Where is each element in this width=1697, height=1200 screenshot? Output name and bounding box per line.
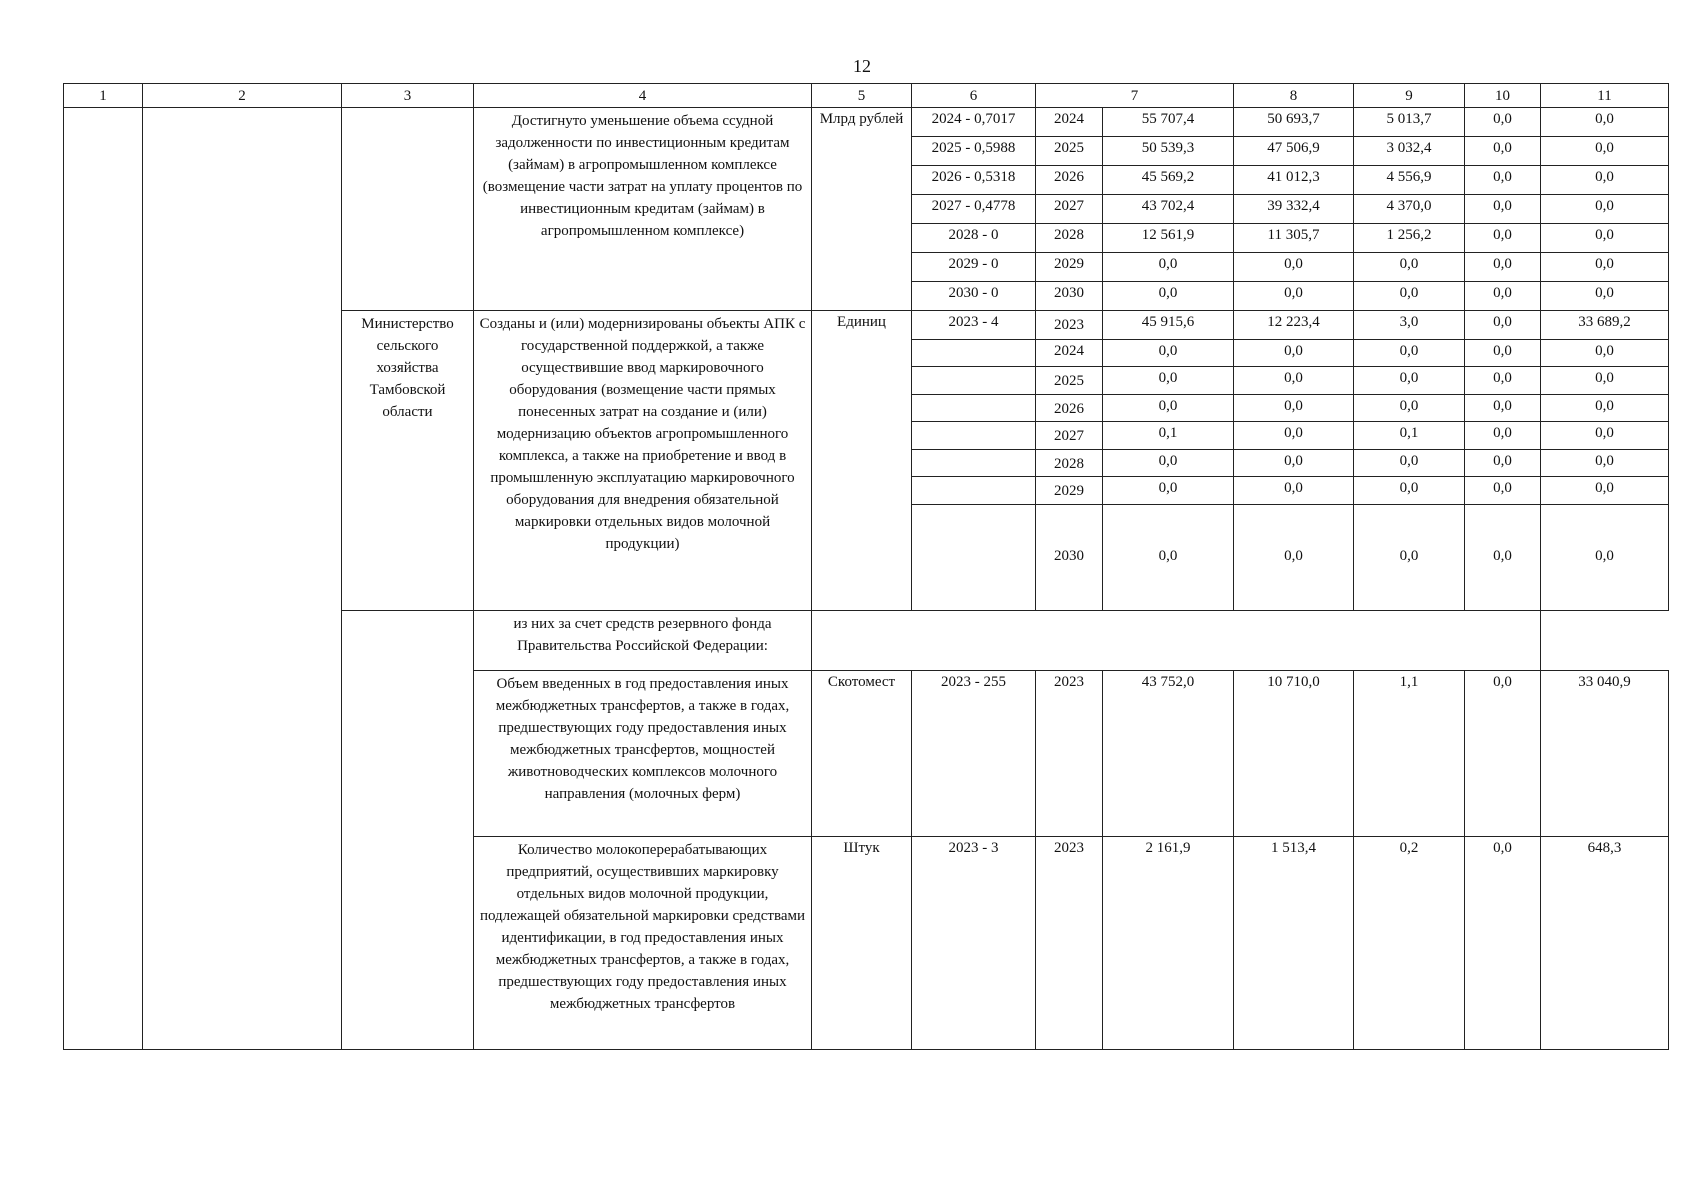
year-cell: 2027 <box>1036 195 1103 224</box>
year-cell: 2023 <box>1036 670 1103 836</box>
indicator-description: Объем введенных в год предоставления иных межбюджетных трансфертов, а также в годах, предшествующих году предоставления иных межбюджетных трансфертов, мощностей животноводческих комплексов молочного направления (молочных ферм) <box>474 670 812 836</box>
target-cell <box>912 422 1036 450</box>
indicator-description: Достигнуто уменьшение объема ссудной задолженности по инвестиционным кредитам (займам) в агропромышленном комплексе (возмещение части затрат на уплату процентов по инвестиционным кредитам (займам) в агропромышленном комплексе) <box>474 108 812 311</box>
value-cell: 5 013,7 <box>1354 108 1465 137</box>
value-cell: 0,0 <box>1234 422 1354 450</box>
year-cell: 2030 <box>1036 282 1103 311</box>
value-cell: 33 689,2 <box>1541 311 1669 340</box>
value-cell: 0,0 <box>1465 477 1541 505</box>
target-cell: 2024 - 0,7017 <box>912 108 1036 137</box>
value-cell: 0,0 <box>1354 253 1465 282</box>
value-cell: 0,0 <box>1234 394 1354 422</box>
value-cell: 0,0 <box>1541 422 1669 450</box>
year-cell: 2023 <box>1036 311 1103 340</box>
page-number: 12 <box>853 56 871 76</box>
column-3-cell <box>342 610 474 1049</box>
empty-merged-cell <box>812 610 1541 670</box>
header-cell: 8 <box>1234 84 1354 108</box>
value-cell: 0,0 <box>1354 504 1465 610</box>
year-cell: 2023 <box>1036 836 1103 1049</box>
target-cell: 2023 - 3 <box>912 836 1036 1049</box>
value-cell: 0,0 <box>1465 282 1541 311</box>
value-cell: 0,2 <box>1354 836 1465 1049</box>
value-cell: 0,0 <box>1354 477 1465 505</box>
value-cell: 1 256,2 <box>1354 224 1465 253</box>
target-cell <box>912 340 1036 367</box>
column-2-cell <box>143 108 342 1050</box>
value-cell: 0,0 <box>1541 504 1669 610</box>
value-cell: 0,0 <box>1465 670 1541 836</box>
header-row <box>64 84 1669 108</box>
target-cell: 2026 - 0,5318 <box>912 166 1036 195</box>
target-cell <box>912 367 1036 395</box>
target-cell <box>912 394 1036 422</box>
value-cell: 0,0 <box>1234 253 1354 282</box>
value-cell: 0,0 <box>1465 836 1541 1049</box>
header-cell: 5 <box>812 84 912 108</box>
value-cell: 55 707,4 <box>1103 108 1234 137</box>
value-cell: 648,3 <box>1541 836 1669 1049</box>
year-cell: 2029 <box>1036 477 1103 505</box>
value-cell: 11 305,7 <box>1234 224 1354 253</box>
value-cell: 0,0 <box>1354 282 1465 311</box>
program-table <box>63 83 1669 1050</box>
value-cell: 47 506,9 <box>1234 137 1354 166</box>
value-cell: 39 332,4 <box>1234 195 1354 224</box>
value-cell: 43 752,0 <box>1103 670 1234 836</box>
value-cell: 0,0 <box>1541 224 1669 253</box>
target-cell: 2023 - 255 <box>912 670 1036 836</box>
value-cell: 0,0 <box>1541 195 1669 224</box>
value-cell: 0,0 <box>1541 340 1669 367</box>
value-cell: 1 513,4 <box>1234 836 1354 1049</box>
value-cell: 1,1 <box>1354 670 1465 836</box>
value-cell: 0,0 <box>1465 504 1541 610</box>
unit-cell: Млрд рублей <box>812 108 912 311</box>
value-cell: 43 702,4 <box>1103 195 1234 224</box>
value-cell: 0,0 <box>1465 195 1541 224</box>
unit-cell: Штук <box>812 836 912 1049</box>
target-cell: 2027 - 0,4778 <box>912 195 1036 224</box>
year-cell: 2024 <box>1036 340 1103 367</box>
indicator-description: Созданы и (или) модернизированы объекты АПК с государственной поддержкой, а также осуществившие ввод маркировочного оборудования (возмещение части прямых понесенных затрат на создание и (или) модернизацию объектов агропромышленного комплекса, а также на приобретение и ввод в промышленную эксплуатацию маркировочного оборудования для внедрения обязательной маркировки отдельных видов молочной продукции) <box>474 311 812 611</box>
value-cell: 0,0 <box>1465 166 1541 195</box>
header-cell: 7 <box>1036 84 1234 108</box>
year-cell: 2026 <box>1036 166 1103 195</box>
header-cell: 10 <box>1465 84 1541 108</box>
value-cell: 0,0 <box>1103 367 1234 395</box>
value-cell: 41 012,3 <box>1234 166 1354 195</box>
value-cell: 45 569,2 <box>1103 166 1234 195</box>
value-cell: 0,1 <box>1354 422 1465 450</box>
value-cell: 0,0 <box>1103 477 1234 505</box>
year-cell: 2025 <box>1036 367 1103 395</box>
value-cell: 0,0 <box>1541 166 1669 195</box>
unit-cell: Единиц <box>812 311 912 611</box>
value-cell: 0,0 <box>1541 449 1669 477</box>
value-cell: 0,0 <box>1465 340 1541 367</box>
ministry-cell: Министерство сельского хозяйства Тамбовской области <box>342 311 474 611</box>
value-cell: 10 710,0 <box>1234 670 1354 836</box>
target-cell <box>912 449 1036 477</box>
year-cell: 2025 <box>1036 137 1103 166</box>
value-cell: 50 539,3 <box>1103 137 1234 166</box>
value-cell: 0,0 <box>1465 449 1541 477</box>
value-cell: 12 561,9 <box>1103 224 1234 253</box>
header-cell: 3 <box>342 84 474 108</box>
header-cell: 1 <box>64 84 143 108</box>
column-3-cell <box>342 108 474 311</box>
value-cell: 0,0 <box>1234 504 1354 610</box>
value-cell: 50 693,7 <box>1234 108 1354 137</box>
value-cell: 0,0 <box>1354 340 1465 367</box>
value-cell: 3,0 <box>1354 311 1465 340</box>
year-cell: 2028 <box>1036 224 1103 253</box>
target-cell: 2030 - 0 <box>912 282 1036 311</box>
value-cell: 33 040,9 <box>1541 670 1669 836</box>
year-cell: 2027 <box>1036 422 1103 450</box>
value-cell: 0,0 <box>1465 422 1541 450</box>
header-cell: 11 <box>1541 84 1669 108</box>
value-cell: 0,0 <box>1465 137 1541 166</box>
year-cell: 2030 <box>1036 504 1103 610</box>
value-cell: 0,0 <box>1354 367 1465 395</box>
value-cell: 0,0 <box>1103 282 1234 311</box>
value-cell: 0,0 <box>1234 477 1354 505</box>
value-cell: 0,0 <box>1465 253 1541 282</box>
target-cell: 2029 - 0 <box>912 253 1036 282</box>
header-cell: 2 <box>143 84 342 108</box>
target-cell: 2023 - 4 <box>912 311 1036 340</box>
reserve-fund-note: из них за счет средств резервного фонда Правительства Российской Федерации: <box>474 610 812 670</box>
header-cell: 9 <box>1354 84 1465 108</box>
year-cell: 2024 <box>1036 108 1103 137</box>
value-cell: 0,1 <box>1103 422 1234 450</box>
value-cell: 0,0 <box>1465 367 1541 395</box>
value-cell: 0,0 <box>1103 449 1234 477</box>
value-cell: 4 556,9 <box>1354 166 1465 195</box>
value-cell: 0,0 <box>1465 311 1541 340</box>
target-cell <box>912 504 1036 610</box>
unit-cell: Скотомест <box>812 670 912 836</box>
value-cell: 3 032,4 <box>1354 137 1465 166</box>
value-cell: 0,0 <box>1465 394 1541 422</box>
year-cell: 2029 <box>1036 253 1103 282</box>
value-cell: 12 223,4 <box>1234 311 1354 340</box>
indicator-description: Количество молокоперерабатывающих предприятий, осуществивших маркировку отдельных видов молочной продукции, подлежащей обязательной маркировки средствами идентификации, в год предоставления иных межбюджетных трансфертов, а также в годах, предшествующих году предоставления иных межбюджетных трансфертов <box>474 836 812 1049</box>
target-cell: 2028 - 0 <box>912 224 1036 253</box>
value-cell: 0,0 <box>1234 340 1354 367</box>
value-cell: 0,0 <box>1234 449 1354 477</box>
header-cell: 4 <box>474 84 812 108</box>
value-cell: 0,0 <box>1234 282 1354 311</box>
value-cell: 0,0 <box>1103 394 1234 422</box>
target-cell: 2025 - 0,5988 <box>912 137 1036 166</box>
value-cell: 0,0 <box>1465 224 1541 253</box>
value-cell: 0,0 <box>1541 137 1669 166</box>
value-cell: 0,0 <box>1541 282 1669 311</box>
header-cell: 6 <box>912 84 1036 108</box>
value-cell: 0,0 <box>1541 367 1669 395</box>
value-cell: 0,0 <box>1103 253 1234 282</box>
year-cell: 2026 <box>1036 394 1103 422</box>
value-cell: 0,0 <box>1465 108 1541 137</box>
column-1-cell <box>64 108 143 1050</box>
value-cell: 4 370,0 <box>1354 195 1465 224</box>
value-cell: 2 161,9 <box>1103 836 1234 1049</box>
value-cell: 0,0 <box>1354 449 1465 477</box>
value-cell: 0,0 <box>1541 394 1669 422</box>
value-cell: 0,0 <box>1541 108 1669 137</box>
table-row <box>64 108 1669 137</box>
value-cell: 45 915,6 <box>1103 311 1234 340</box>
year-cell: 2028 <box>1036 449 1103 477</box>
value-cell: 0,0 <box>1541 477 1669 505</box>
value-cell: 0,0 <box>1103 504 1234 610</box>
target-cell <box>912 477 1036 505</box>
value-cell: 0,0 <box>1234 367 1354 395</box>
value-cell: 0,0 <box>1354 394 1465 422</box>
value-cell: 0,0 <box>1103 340 1234 367</box>
value-cell: 0,0 <box>1541 253 1669 282</box>
